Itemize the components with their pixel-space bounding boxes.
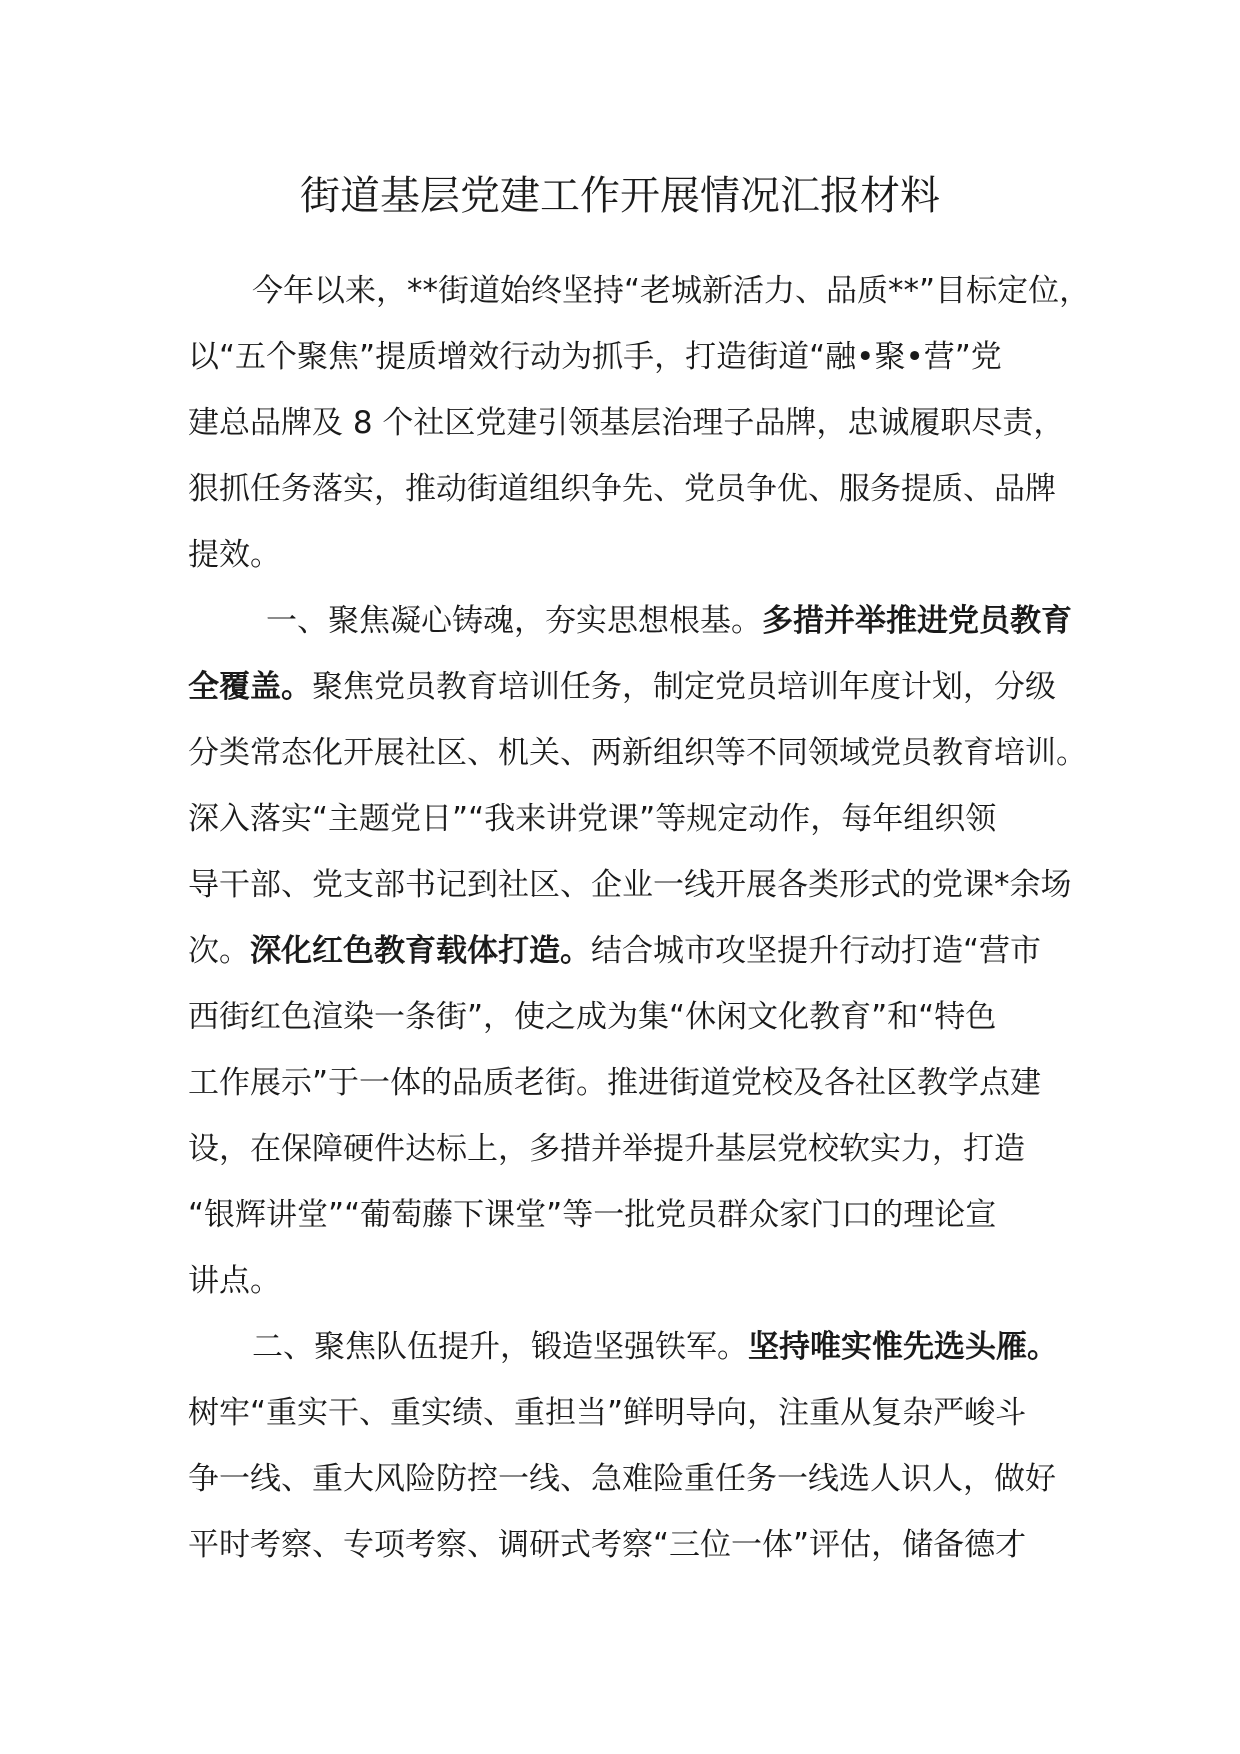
text-run: 狠抓任务落实，推动街道组织争先、党员争优、服务提质、品牌 (188, 471, 1056, 507)
body-line (188, 1512, 1088, 1578)
body-line (188, 1446, 1088, 1512)
body-line (188, 1182, 1088, 1248)
body-line (188, 1050, 1088, 1116)
body-line (188, 852, 1088, 918)
body-line (188, 390, 1088, 456)
section-heading: 二、聚焦队伍提升，锻造坚强铁军。 (252, 1329, 748, 1365)
text-run: 建总品牌及 8 个社区党建引领基层治理子品牌，忠诚履职尽责， (188, 405, 1065, 441)
body-line (188, 1380, 1088, 1446)
text-run: 西街红色渲染一条街”，使之成为集“休闲文化教育”和“特色 (188, 999, 997, 1035)
text-run: 平时考察、专项考察、调研式考察“三位一体”评估，储备德才 (188, 1527, 1027, 1563)
bold-lead: 多措并举推进党员教育 (762, 603, 1072, 639)
text-run: 聚焦党员教育培训任务，制定党员培训年度计划，分级 (312, 669, 1056, 705)
text-run: 工作展示”于一体的品质老街。推进街道党校及各社区教学点建 (188, 1065, 1042, 1101)
text-run: 树牢“重实干、重实绩、重担当”鲜明导向，注重从复杂严峻斗 (188, 1395, 1027, 1431)
section-heading-line (252, 1314, 1152, 1380)
body-line (188, 324, 1088, 390)
section-heading-line (266, 588, 1166, 654)
text-run: 讲点。 (188, 1263, 281, 1299)
bold-lead: 坚持唯实惟先选头雁。 (748, 1329, 1058, 1365)
text-run: “银辉讲堂”“葡萄藤下课堂”等一批党员群众家门口的理论宣 (188, 1197, 997, 1233)
text-run: 分类常态化开展社区、机关、两新组织等不同领域党员教育培训。 (188, 735, 1087, 771)
body-line (188, 1116, 1088, 1182)
body-line (188, 456, 1088, 522)
body-line (188, 984, 1088, 1050)
text-run: 深入落实“主题党日”“我来讲党课”等规定动作，每年组织领 (188, 801, 997, 837)
body-line (252, 258, 1152, 324)
body-line (188, 1248, 1088, 1314)
body-line (188, 654, 1088, 720)
section-heading: 一、聚焦凝心铸魂，夯实思想根基。 (266, 603, 762, 639)
text-run: 导干部、党支部书记到社区、企业一线开展各类形式的党课*余场 (188, 867, 1072, 903)
text-run: 设，在保障硬件达标上，多措并举提升基层党校软实力，打造 (188, 1131, 1025, 1167)
body-line (188, 918, 1088, 984)
text-run: 今年以来，**街道始终坚持“老城新活力、品质**”目标定位， (252, 273, 1091, 309)
text-run: 提效。 (188, 537, 281, 573)
text-run: 结合城市攻坚提升行动打造“营市 (591, 933, 1042, 969)
bold-lead: 全覆盖。 (188, 669, 312, 705)
body-line (188, 786, 1088, 852)
document-title: 街道基层党建工作开展情况汇报材料 (300, 173, 940, 219)
text-run: 争一线、重大风险防控一线、急难险重任务一线选人识人，做好 (188, 1461, 1056, 1497)
body-line (188, 720, 1088, 786)
text-run: 以“五个聚焦”提质增效行动为抓手，打造街道“融•聚•营”党 (188, 339, 1002, 375)
bold-lead: 深化红色教育载体打造。 (250, 933, 591, 969)
body-line (188, 522, 1088, 588)
text-run: 次。 (188, 933, 250, 969)
